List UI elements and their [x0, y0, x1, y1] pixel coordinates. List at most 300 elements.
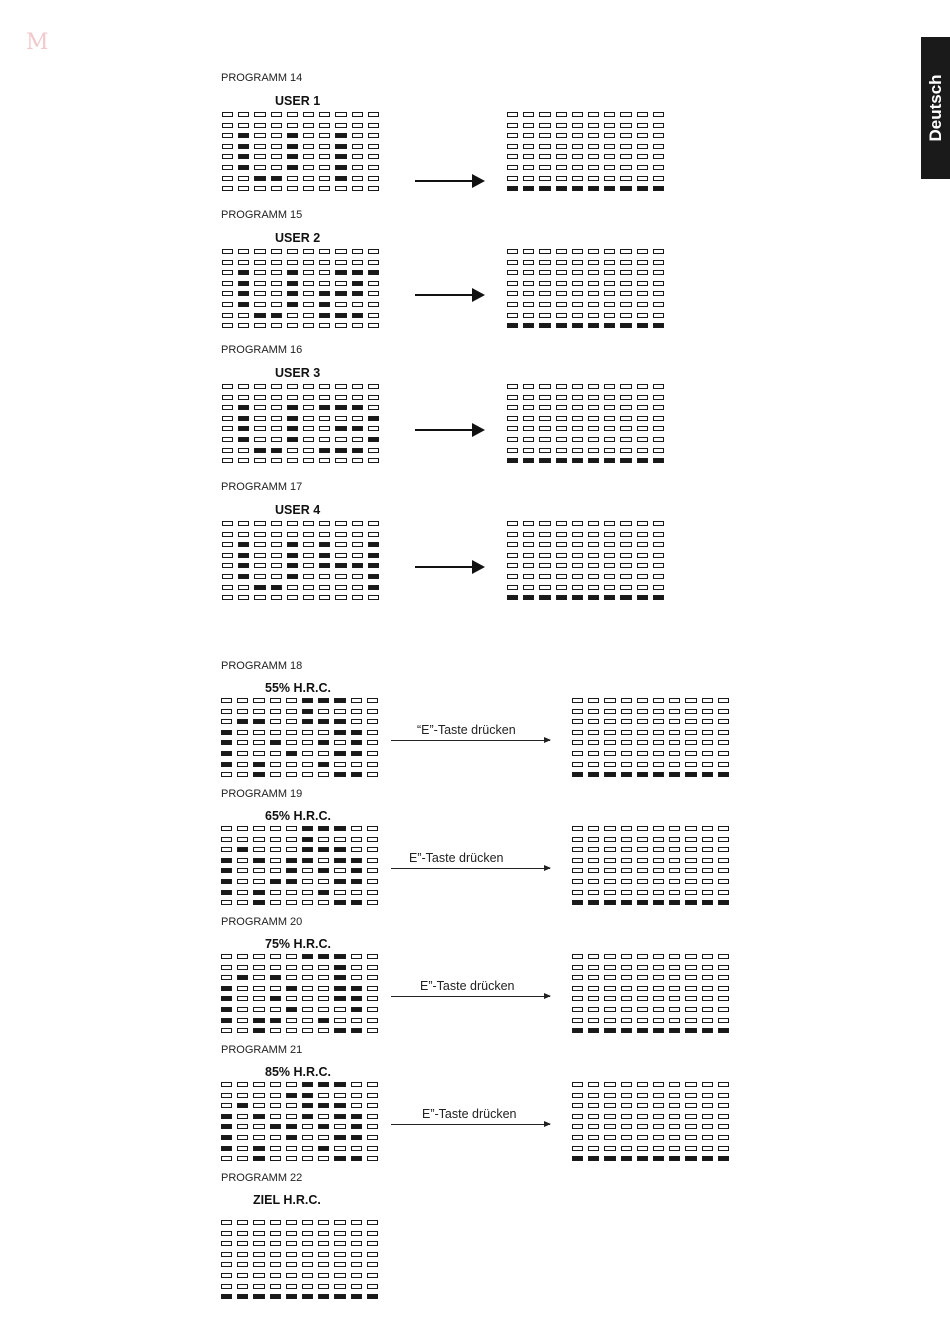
segment-off: [507, 574, 518, 579]
segment-off: [718, 986, 729, 991]
segment-on: [253, 1018, 264, 1023]
segment-off: [523, 437, 534, 442]
segment-off: [604, 553, 615, 558]
segment-off: [303, 585, 314, 590]
segment-off: [367, 858, 378, 863]
segment-on: [302, 837, 313, 842]
segment-off: [287, 532, 298, 537]
segment-on: [221, 868, 232, 873]
segment-off: [572, 986, 583, 991]
segment-off: [507, 553, 518, 558]
segment-on: [685, 900, 696, 905]
segment-off: [334, 1093, 345, 1098]
segment-on: [334, 772, 345, 777]
segment-off: [254, 112, 265, 117]
segment-off: [270, 954, 281, 959]
segment-off: [620, 281, 631, 286]
segment-off: [254, 323, 265, 328]
segment-off: [620, 176, 631, 181]
segment-off: [303, 595, 314, 600]
segment-off: [237, 986, 248, 991]
segment-off: [637, 144, 648, 149]
segment-off: [222, 405, 233, 410]
segment-off: [588, 416, 599, 421]
segment-off: [507, 313, 518, 318]
segment-on: [702, 900, 713, 905]
segment-on: [604, 900, 615, 905]
profile-grid-p15: [222, 249, 379, 328]
segment-off: [254, 123, 265, 128]
segment-off: [588, 395, 599, 400]
segment-on: [572, 595, 583, 600]
segment-off: [572, 123, 583, 128]
segment-off: [253, 730, 264, 735]
segment-off: [319, 165, 330, 170]
segment-off: [507, 165, 518, 170]
segment-off: [685, 709, 696, 714]
segment-off: [556, 416, 567, 421]
segment-off: [222, 542, 233, 547]
segment-off: [637, 837, 648, 842]
segment-off: [253, 709, 264, 714]
segment-on: [572, 900, 583, 905]
segment-off: [222, 249, 233, 254]
segment-off: [718, 1093, 729, 1098]
segment-off: [523, 133, 534, 138]
segment-off: [507, 302, 518, 307]
segment-off: [351, 719, 362, 724]
segment-off: [718, 1146, 729, 1151]
segment-off: [319, 144, 330, 149]
segment-off: [271, 405, 282, 410]
segment-off: [572, 144, 583, 149]
arrow-icon: [415, 180, 483, 182]
segment-on: [604, 772, 615, 777]
result-grid-p17: [507, 521, 664, 600]
segment-off: [270, 986, 281, 991]
segment-off: [221, 1231, 232, 1236]
segment-off: [271, 395, 282, 400]
segment-off: [222, 416, 233, 421]
segment-off: [318, 1114, 329, 1119]
segment-on: [287, 291, 298, 296]
segment-on: [253, 1294, 264, 1299]
segment-on: [334, 1294, 345, 1299]
segment-off: [368, 302, 379, 307]
segment-on: [572, 772, 583, 777]
segment-on: [588, 772, 599, 777]
segment-off: [352, 323, 363, 328]
segment-off: [523, 448, 534, 453]
segment-off: [303, 532, 314, 537]
segment-on: [637, 1156, 648, 1161]
segment-off: [367, 965, 378, 970]
segment-off: [588, 165, 599, 170]
segment-off: [271, 532, 282, 537]
segment-off: [669, 996, 680, 1001]
segment-off: [286, 890, 297, 895]
segment-off: [572, 837, 583, 842]
segment-off: [319, 112, 330, 117]
segment-off: [702, 762, 713, 767]
segment-off: [351, 1262, 362, 1267]
segment-off: [653, 1114, 664, 1119]
result-grid-p15: [507, 249, 664, 328]
segment-off: [604, 532, 615, 537]
segment-off: [588, 965, 599, 970]
segment-on: [351, 1007, 362, 1012]
segment-off: [637, 698, 648, 703]
segment-off: [238, 384, 249, 389]
segment-on: [318, 847, 329, 852]
segment-off: [507, 249, 518, 254]
segment-off: [253, 1284, 264, 1289]
segment-off: [572, 585, 583, 590]
segment-off: [287, 395, 298, 400]
segment-off: [318, 1252, 329, 1257]
segment-off: [319, 595, 330, 600]
segment-off: [254, 416, 265, 421]
profile-grid-p16: [222, 384, 379, 463]
segment-off: [620, 249, 631, 254]
segment-off: [702, 1018, 713, 1023]
segment-off: [572, 1146, 583, 1151]
segment-off: [588, 751, 599, 756]
segment-off: [303, 416, 314, 421]
segment-off: [572, 563, 583, 568]
segment-off: [539, 395, 550, 400]
segment-off: [669, 740, 680, 745]
profile-grid-p14: [222, 112, 379, 191]
segment-off: [637, 762, 648, 767]
segment-off: [620, 384, 631, 389]
segment-off: [303, 405, 314, 410]
segment-on: [685, 772, 696, 777]
segment-on: [351, 1135, 362, 1140]
segment-on: [334, 996, 345, 1001]
segment-off: [523, 165, 534, 170]
segment-on: [653, 186, 664, 191]
program-title-p19: 65% H.R.C.: [265, 809, 331, 823]
segment-off: [556, 176, 567, 181]
segment-off: [221, 1252, 232, 1257]
segment-off: [237, 698, 248, 703]
segment-on: [270, 1294, 281, 1299]
segment-off: [653, 563, 664, 568]
segment-off: [539, 154, 550, 159]
segment-on: [286, 858, 297, 863]
segment-on: [351, 879, 362, 884]
segment-off: [221, 826, 232, 831]
segment-off: [588, 144, 599, 149]
segment-off: [367, 709, 378, 714]
segment-off: [572, 847, 583, 852]
segment-off: [254, 595, 265, 600]
segment-off: [254, 270, 265, 275]
segment-off: [621, 740, 632, 745]
segment-off: [302, 965, 313, 970]
segment-off: [702, 698, 713, 703]
segment-off: [572, 1124, 583, 1129]
segment-off: [507, 448, 518, 453]
segment-on: [221, 1114, 232, 1119]
segment-off: [702, 986, 713, 991]
segment-off: [270, 1231, 281, 1236]
segment-off: [539, 574, 550, 579]
segment-off: [367, 1262, 378, 1267]
segment-on: [588, 1028, 599, 1033]
segment-off: [572, 542, 583, 547]
segment-off: [286, 1146, 297, 1151]
segment-on: [368, 416, 379, 421]
segment-off: [507, 112, 518, 117]
segment-off: [352, 595, 363, 600]
segment-off: [523, 585, 534, 590]
segment-off: [653, 133, 664, 138]
segment-off: [319, 532, 330, 537]
segment-off: [287, 123, 298, 128]
segment-off: [318, 1220, 329, 1225]
segment-off: [702, 1103, 713, 1108]
segment-off: [302, 1273, 313, 1278]
segment-off: [286, 698, 297, 703]
program-label-p22: PROGRAMM 22: [221, 1172, 303, 1184]
segment-off: [319, 133, 330, 138]
segment-off: [271, 281, 282, 286]
segment-off: [507, 426, 518, 431]
segment-on: [254, 176, 265, 181]
segment-on: [221, 1124, 232, 1129]
segment-off: [669, 858, 680, 863]
segment-off: [637, 416, 648, 421]
segment-off: [271, 416, 282, 421]
program-title-p18: 55% H.R.C.: [265, 681, 331, 695]
segment-off: [221, 975, 232, 980]
segment-off: [588, 890, 599, 895]
segment-off: [669, 762, 680, 767]
segment-on: [352, 405, 363, 410]
segment-off: [685, 1093, 696, 1098]
segment-off: [588, 553, 599, 558]
segment-off: [637, 260, 648, 265]
segment-off: [302, 772, 313, 777]
segment-off: [621, 1018, 632, 1023]
segment-off: [702, 740, 713, 745]
segment-off: [303, 426, 314, 431]
segment-off: [588, 112, 599, 117]
segment-on: [539, 323, 550, 328]
segment-off: [588, 281, 599, 286]
segment-off: [523, 291, 534, 296]
segment-off: [367, 890, 378, 895]
segment-off: [556, 574, 567, 579]
segment-off: [351, 965, 362, 970]
segment-off: [351, 1231, 362, 1236]
segment-off: [222, 186, 233, 191]
segment-off: [238, 323, 249, 328]
segment-on: [604, 458, 615, 463]
segment-off: [556, 384, 567, 389]
segment-off: [319, 395, 330, 400]
segment-off: [669, 1018, 680, 1023]
segment-off: [318, 751, 329, 756]
segment-off: [653, 542, 664, 547]
segment-off: [572, 890, 583, 895]
segment-off: [604, 426, 615, 431]
segment-off: [222, 291, 233, 296]
segment-off: [221, 1262, 232, 1267]
language-tab-label: Deutsch: [925, 74, 945, 142]
segment-off: [718, 868, 729, 873]
segment-off: [653, 954, 664, 959]
segment-off: [653, 384, 664, 389]
result-grid-p19: [572, 826, 729, 905]
segment-on: [302, 719, 313, 724]
segment-off: [523, 260, 534, 265]
segment-off: [604, 1007, 615, 1012]
profile-grid-p22: [221, 1220, 378, 1299]
segment-off: [286, 1252, 297, 1257]
segment-off: [572, 740, 583, 745]
segment-on: [238, 302, 249, 307]
segment-off: [335, 416, 346, 421]
segment-on: [335, 165, 346, 170]
segment-on: [302, 709, 313, 714]
segment-off: [604, 826, 615, 831]
segment-off: [222, 448, 233, 453]
segment-off: [237, 740, 248, 745]
segment-off: [221, 709, 232, 714]
segment-off: [222, 165, 233, 170]
segment-on: [653, 1156, 664, 1161]
segment-off: [669, 719, 680, 724]
segment-off: [270, 1146, 281, 1151]
segment-on: [238, 437, 249, 442]
arrow-icon: [391, 1124, 550, 1125]
segment-on: [351, 900, 362, 905]
segment-on: [221, 986, 232, 991]
segment-off: [237, 1252, 248, 1257]
segment-off: [237, 772, 248, 777]
segment-on: [318, 762, 329, 767]
segment-off: [588, 448, 599, 453]
segment-on: [319, 448, 330, 453]
segment-off: [237, 954, 248, 959]
segment-off: [604, 521, 615, 526]
segment-off: [588, 521, 599, 526]
segment-off: [318, 1262, 329, 1267]
segment-on: [351, 858, 362, 863]
segment-off: [286, 1028, 297, 1033]
segment-off: [254, 458, 265, 463]
segment-off: [604, 868, 615, 873]
segment-off: [302, 1241, 313, 1246]
segment-off: [637, 563, 648, 568]
segment-off: [254, 154, 265, 159]
segment-off: [270, 1082, 281, 1087]
segment-off: [718, 826, 729, 831]
segment-off: [352, 532, 363, 537]
segment-off: [556, 165, 567, 170]
segment-off: [351, 762, 362, 767]
segment-off: [303, 291, 314, 296]
segment-off: [621, 975, 632, 980]
segment-on: [270, 1124, 281, 1129]
segment-off: [685, 986, 696, 991]
segment-off: [254, 302, 265, 307]
segment-off: [637, 521, 648, 526]
segment-off: [604, 176, 615, 181]
segment-off: [237, 1018, 248, 1023]
segment-off: [286, 954, 297, 959]
segment-off: [318, 1284, 329, 1289]
segment-off: [653, 975, 664, 980]
segment-on: [702, 1028, 713, 1033]
segment-off: [237, 1262, 248, 1267]
segment-off: [539, 260, 550, 265]
segment-off: [604, 996, 615, 1001]
segment-off: [588, 986, 599, 991]
segment-off: [637, 437, 648, 442]
segment-off: [653, 1007, 664, 1012]
segment-off: [222, 532, 233, 537]
segment-off: [604, 165, 615, 170]
segment-on: [351, 996, 362, 1001]
result-grid-p18: [572, 698, 729, 777]
segment-off: [588, 1124, 599, 1129]
segment-on: [523, 595, 534, 600]
segment-off: [604, 123, 615, 128]
segment-off: [637, 165, 648, 170]
segment-off: [604, 890, 615, 895]
segment-off: [352, 542, 363, 547]
segment-off: [319, 574, 330, 579]
segment-off: [270, 730, 281, 735]
segment-on: [238, 154, 249, 159]
segment-off: [367, 1146, 378, 1151]
segment-off: [685, 719, 696, 724]
segment-off: [253, 996, 264, 1001]
segment-off: [572, 868, 583, 873]
segment-on: [238, 165, 249, 170]
segment-on: [253, 762, 264, 767]
segment-off: [588, 975, 599, 980]
segment-off: [319, 154, 330, 159]
segment-on: [221, 890, 232, 895]
segment-on: [334, 986, 345, 991]
segment-off: [368, 405, 379, 410]
segment-off: [572, 719, 583, 724]
segment-off: [621, 1103, 632, 1108]
segment-off: [352, 133, 363, 138]
segment-off: [287, 448, 298, 453]
segment-off: [303, 281, 314, 286]
segment-off: [702, 996, 713, 1001]
segment-off: [669, 837, 680, 842]
segment-off: [222, 426, 233, 431]
segment-off: [653, 574, 664, 579]
segment-off: [507, 563, 518, 568]
segment-on: [221, 1135, 232, 1140]
segment-off: [271, 260, 282, 265]
segment-on: [238, 416, 249, 421]
segment-off: [572, 260, 583, 265]
segment-off: [653, 302, 664, 307]
segment-on: [334, 954, 345, 959]
segment-off: [621, 1114, 632, 1119]
segment-off: [335, 112, 346, 117]
segment-on: [572, 1028, 583, 1033]
